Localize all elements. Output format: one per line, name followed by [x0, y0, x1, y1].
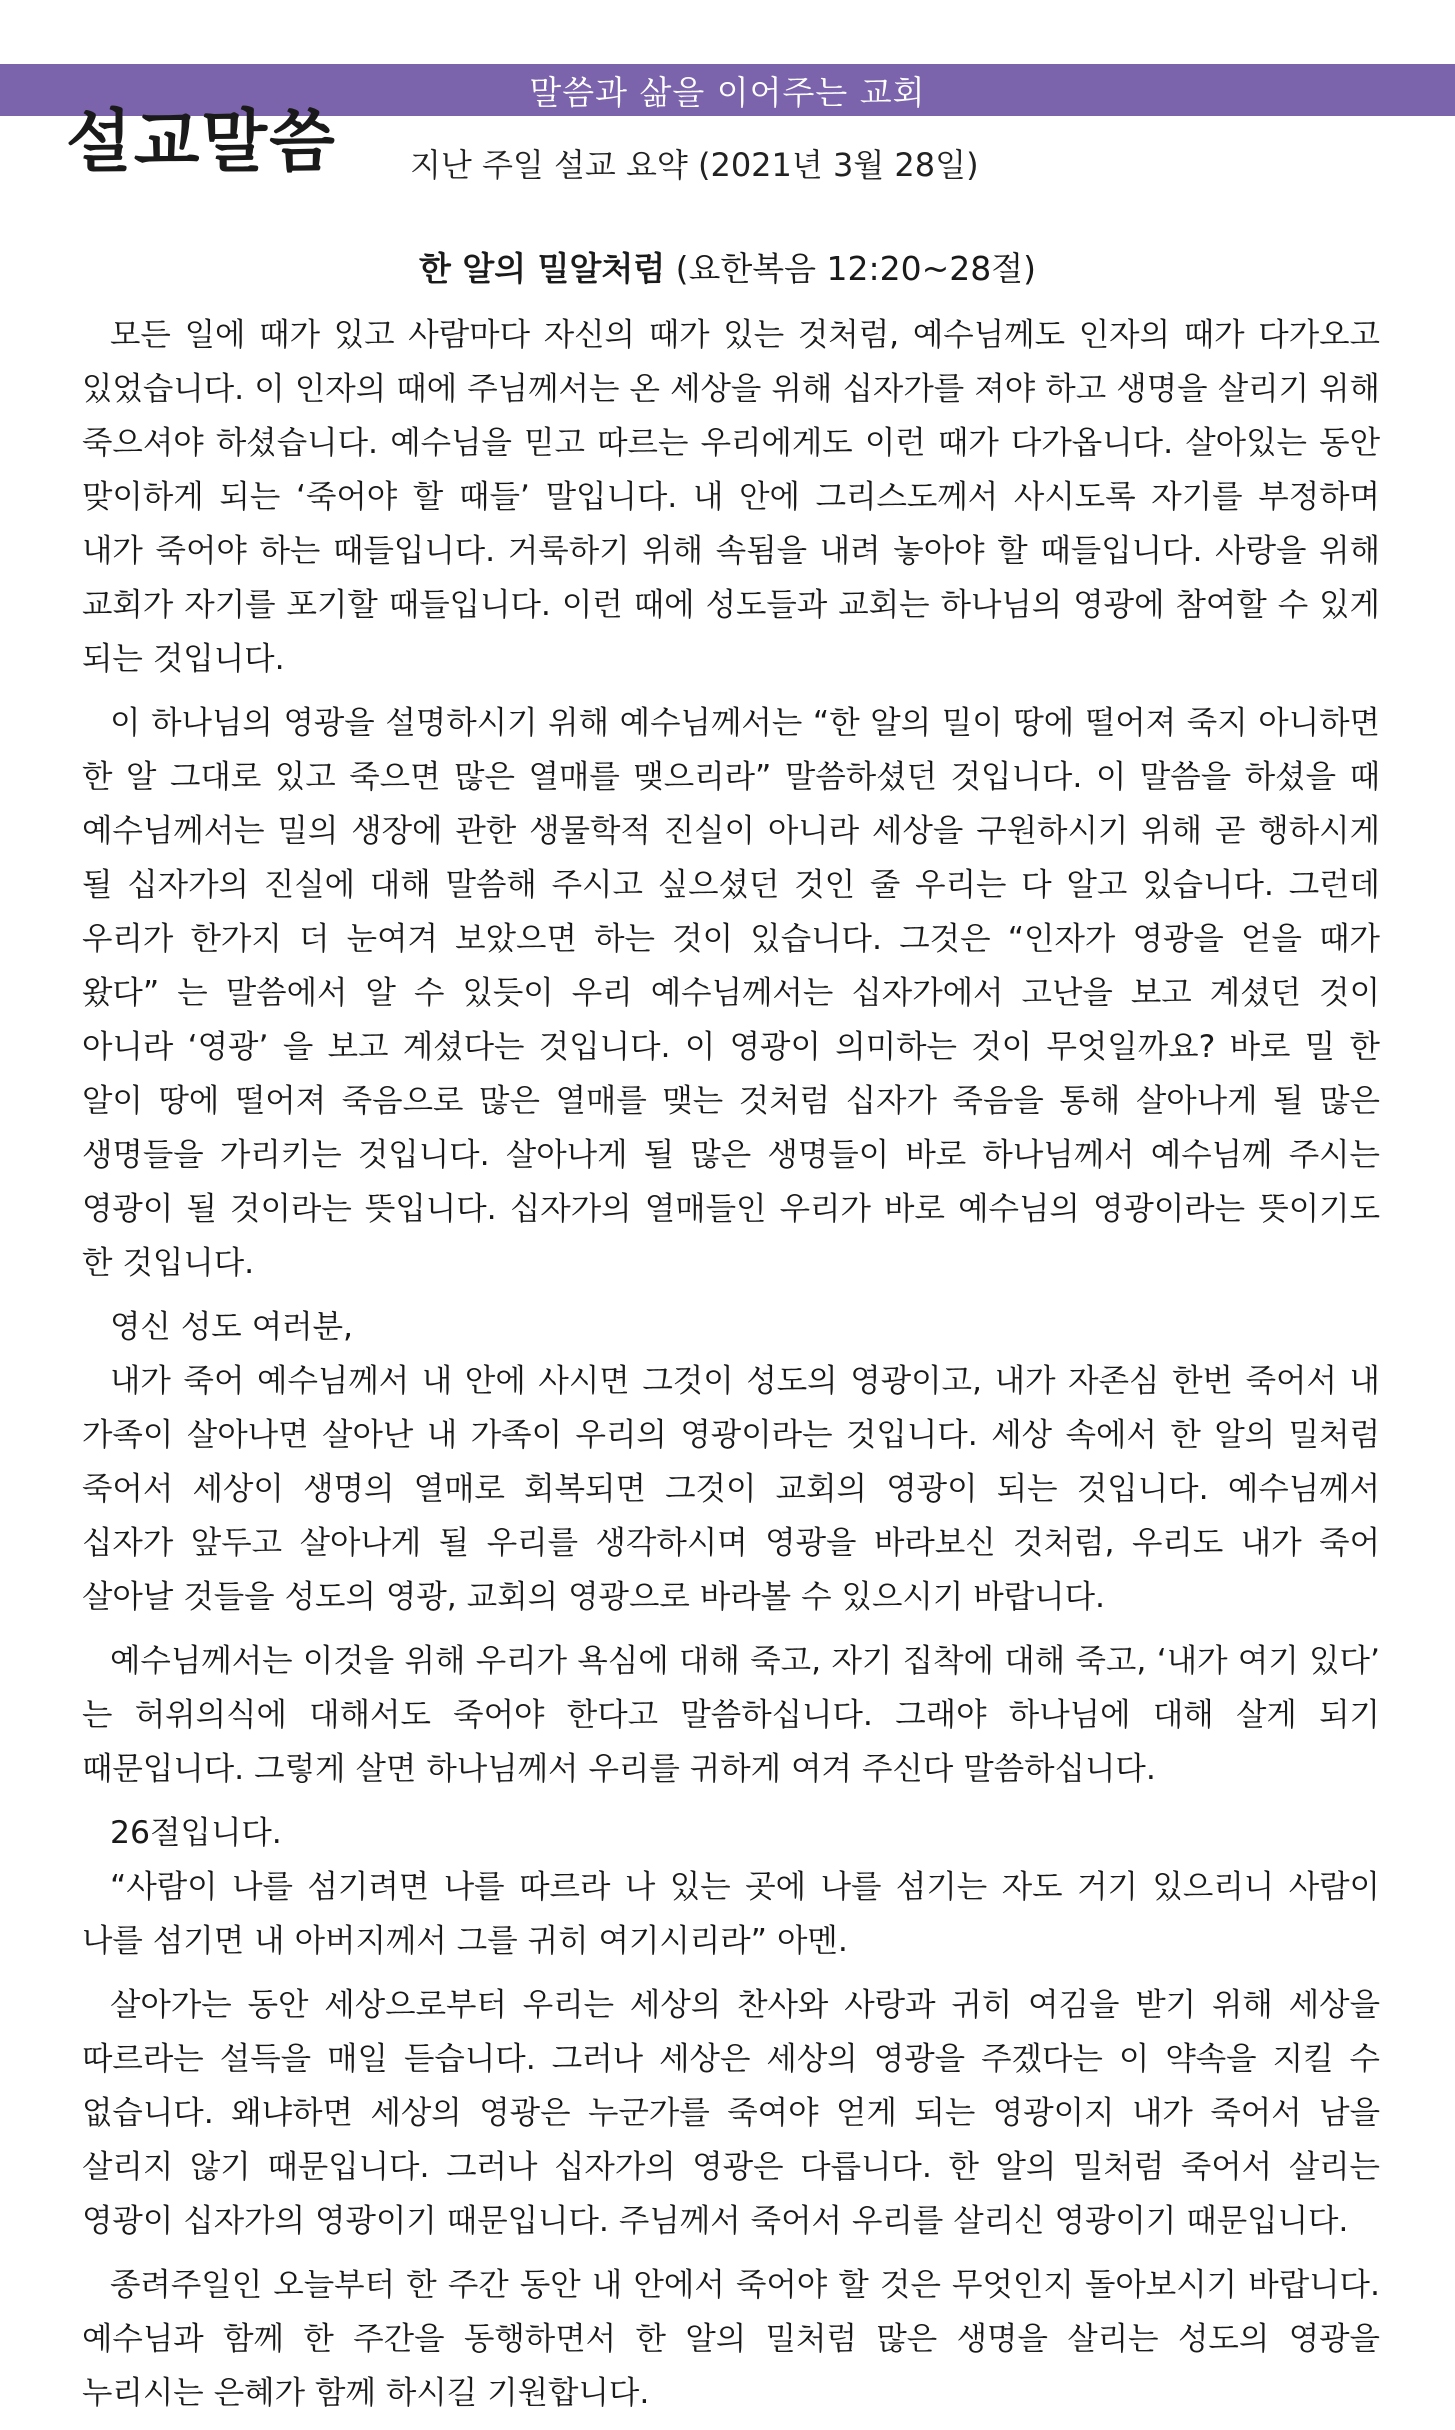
paragraph: 살아가는 동안 세상으로부터 우리는 세상의 찬사와 사랑과 귀히 여김을 받기 위해 세상을 따르라는 설득을 매일 듣습니다. 그러나 세상은 세상의 영광을 주겠다는 이 약속을 지킬 수 없습니다. 왜냐하면 세상의 영광은 누군가를 죽여야 얻게 되는 영광이지 내가 죽어서 남을 살리지 않기 때문입니다. 그러나 십자가의 영광은 다릅니다. 한 알의 밀처럼 죽어서 살리는 영광이 십자가의 영광이기 때문입니다. 주님께서 죽어서 우리를 살리신 영광이기 때문입니다. [82, 1987, 1380, 2239]
church-motto: 말씀과 삶을 이어주는 교회 [529, 72, 926, 112]
paragraph: 모든 일에 때가 있고 사람마다 자신의 때가 있는 것처럼, 예수님께도 인자의 때가 다가오고 있었습니다. 이 인자의 때에 주님께서는 온 세상을 위해 십자가를 져야 하고 생명을 살리기 위해 죽으셔야 하셨습니다. 예수님을 믿고 따르는 우리에게도 이런 때가 다가옵니다. 살아있는 동안 맞이하게 되는 ‘죽어야 할 때들’ 말입니다. 내 안에 그리스도께서 사시도록 자기를 부정하며 내가 죽어야 하는 때들입니다. 거룩하기 위해 속됨을 내려 놓아야 할 때들입니다. 사랑을 위해 교회가 자기를 포기할 때들입니다. 이런 때에 성도들과 교회는 하나님의 영광에 참여할 수 있게 되는 것입니다. [82, 317, 1380, 677]
paragraph: 이 하나님의 영광을 설명하시기 위해 예수님께서는 “한 알의 밀이 땅에 떨어져 죽지 아니하면 한 알 그대로 있고 죽으면 많은 열매를 맺으리라” 말씀하셨던 것입니다. 이 말씀을 하셨을 때 예수님께서는 밀의 생장에 관한 생물학적 진실이 아니라 세상을 구원하시기 위해 곧 행하시게 될 십자가의 진실에 대해 말씀해 주시고 싶으셨던 것인 줄 우리는 다 알고 있습니다. 그런데 우리가 한가지 더 눈여겨 보았으면 하는 것이 있습니다. 그것은 “인자가 영광을 얻을 때가 왔다” 는 말씀에서 알 수 있듯이 우리 예수님께서는 십자가에서 고난을 보고 계셨던 것이 아니라 ‘영광’ 을 보고 계셨다는 것입니다. 이 영광이 의미하는 것이 무엇일까요? 바로 밀 한 알이 땅에 떨어져 죽음으로 많은 열매를 맺는 것처럼 십자가 죽음을 통해 살아나게 될 많은 생명들을 가리키는 것입니다. 살아나게 될 많은 생명들이 바로 하나님께서 예수님께 주시는 영광이 될 것이라는 뜻입니다. 십자가의 열매들인 우리가 바로 예수님의 영광이라는 뜻이기도 한 것입니다. [82, 705, 1380, 1281]
paragraph: 영신 성도 여러분, [110, 1309, 354, 1345]
page-subtitle: 지난 주일 설교 요약 (2021년 3월 28일) [410, 146, 979, 184]
sermon-body [82, 308, 1380, 2430]
paragraph: 예수님께서는 이것을 위해 우리가 욕심에 대해 죽고, 자기 집착에 대해 죽고, ‘내가 여기 있다’ 는 허위의식에 대해서도 죽어야 한다고 말씀하십니다. 그래야 하나님에 대해 살게 되기 때문입니다. 그렇게 살면 하나님께서 우리를 귀하게 여겨 주신다 말씀하십니다. [82, 1643, 1380, 1787]
sermon-title: 한 알의 밀알처럼 [419, 249, 666, 288]
sermon-heading [0, 243, 1455, 290]
paragraph: 종려주일인 오늘부터 한 주간 동안 내 안에서 죽어야 할 것은 무엇인지 돌아보시기 바랍니다. 예수님과 함께 한 주간을 동행하면서 한 알의 밀처럼 많은 생명을 살리는 성도의 영광을 누리시는 은혜가 함께 하시길 기원합니다. [82, 2267, 1380, 2411]
paragraph: 26절입니다. [110, 1815, 282, 1851]
sermon-reference: (요한복음 12:20~28절) [675, 249, 1036, 288]
page-title: 설교말씀 [66, 102, 337, 182]
paragraph: 내가 죽어 예수님께서 내 안에 사시면 그것이 성도의 영광이고, 내가 자존심 한번 죽어서 내 가족이 살아나면 살아난 내 가족이 우리의 영광이라는 것입니다. 세상 속에서 한 알의 밀처럼 죽어서 세상이 생명의 열매로 회복되면 그것이 교회의 영광이 되는 것입니다. 예수님께서 십자가 앞두고 살아나게 될 우리를 생각하시며 영광을 바라보신 것처럼, 우리도 내가 죽어 살아날 것들을 성도의 영광, 교회의 영광으로 바라볼 수 있으시기 바랍니다. [82, 1363, 1380, 1615]
paragraph: “사람이 나를 섬기려면 나를 따르라 나 있는 곳에 나를 섬기는 자도 거기 있으리니 사람이 나를 섬기면 내 아버지께서 그를 귀히 여기시리라” 아멘. [82, 1869, 1380, 1959]
